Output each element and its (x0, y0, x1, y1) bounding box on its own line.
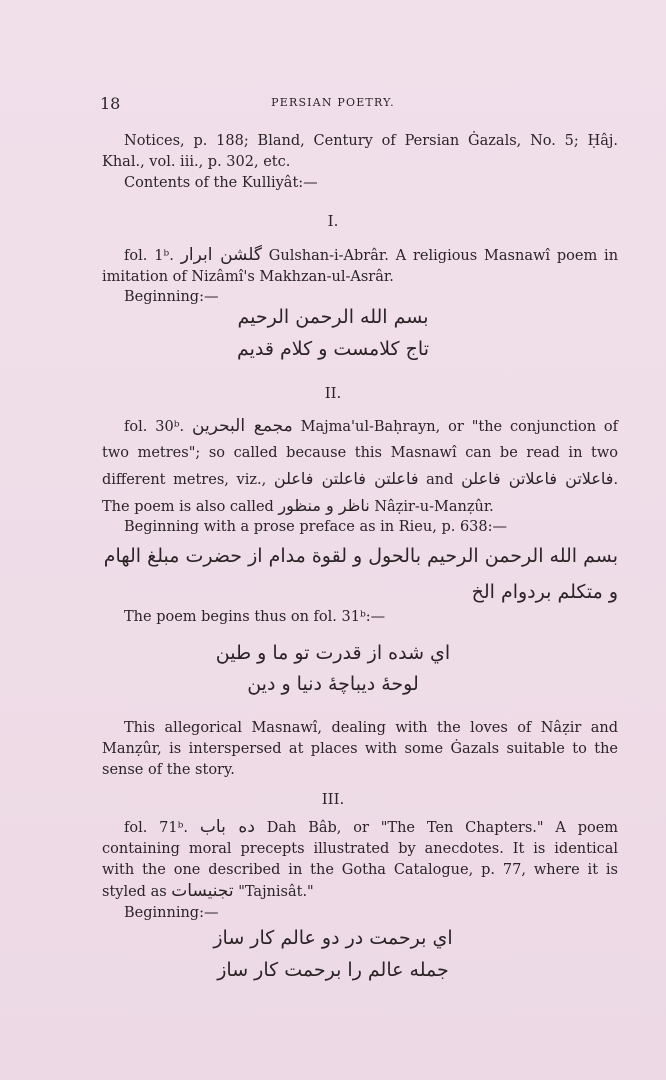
section-numeral-1: I. (327, 212, 339, 230)
section3-description: Dah Bâb, or "The Ten Chapters." A poem containing moral precepts illustrated by anecdotes. It is identical with the one described in the Gotha Catalogue, p. 77, where it is styled as (102, 820, 619, 900)
contents-line (102, 173, 618, 194)
contents-text: Contents of the Kulliyât:— (124, 175, 318, 191)
section1-verse-2: تاج كلامست و كلام قديم (237, 338, 429, 360)
section2-persian-title: مجمع البحرين (192, 416, 293, 436)
page-number: 18 (100, 94, 121, 113)
section2-paragraph (102, 413, 618, 520)
section2-also-called: . The poem is also called (102, 472, 619, 515)
section3-persian-title: ده باب (199, 817, 255, 837)
prose-preface-arabic: بسم الله الرحمن الرحيم بالحول و لقوة مدام از حضرت مبلغ الهام و متكلم بردوام الخ (103, 545, 618, 603)
section1-persian-title: گلشن ابرار (180, 245, 262, 265)
alt-title-persian: ناظر و منظور (278, 496, 370, 515)
section1-fol: fol. 1ᵇ. (124, 248, 174, 264)
alt-title-translit: Nâẓir-u-Manẓûr. (374, 499, 494, 515)
section-numeral-3: III. (321, 790, 345, 808)
section1-description: Gulshan-i-Abrâr. A religious Masnawî poem in imitation of Nizâmî's Makhzan-ul-Asrâr. (102, 248, 619, 285)
section1-verse-1: بسم الله الرحمن الرحيم (237, 306, 429, 328)
section3-beginning: Beginning:— (124, 905, 219, 921)
section2-fol: fol. 30ᵇ. (124, 419, 185, 435)
metre-2: فاعلاتن فاعلاتن فاعلن (461, 469, 614, 488)
notices-text: Notices, p. 188; Bland, Century of Persian Ġazals, No. 5; Ḥâj. Khal., vol. iii., p. 302, etc. (102, 133, 618, 170)
section3-paragraph (102, 817, 618, 903)
section1-paragraph (102, 245, 618, 288)
notices-paragraph (102, 131, 618, 173)
and-word: and (426, 472, 454, 488)
section2-allegory-paragraph: This allegorical Masnawî, dealing with the loves of Nâẓir and Manẓûr, is interspersed at places with some Ġazals suitable to the sense of the story. (102, 720, 618, 778)
section2-verse-1: اي شده از قدرت تو ما و طين (215, 642, 451, 664)
section-numeral-2: II. (324, 384, 342, 402)
section2-description: Majma'ul-Baḥrayn, or "the conjunction of two metres"; so called because this Masnawî can be read in two different metres, viz., (102, 419, 619, 488)
styled-persian: تجنيسات (171, 881, 234, 901)
metre-1: فاعلتن فاعلتن فاعلن (273, 469, 419, 488)
poem-begins-line: The poem begins thus on fol. 31ᵇ:— (124, 609, 386, 625)
prose-preface-line: Beginning with a prose preface as in Rieu, p. 638:— (124, 519, 508, 535)
styled-translit: "Tajnisât." (238, 884, 314, 900)
section1-beginning: Beginning:— (124, 289, 219, 305)
section2-verse-2: لوحهٔ ديباچهٔ دنيا و دين (247, 673, 419, 695)
section3-verse-2: جمله عالم را برحمت كار ساز (217, 959, 449, 981)
running-title: PERSIAN POETRY. (271, 96, 395, 109)
section3-fol: fol. 71ᵇ. (124, 820, 189, 836)
section3-verse-1: اي برحمت در دو عالم كار ساز (213, 927, 453, 949)
